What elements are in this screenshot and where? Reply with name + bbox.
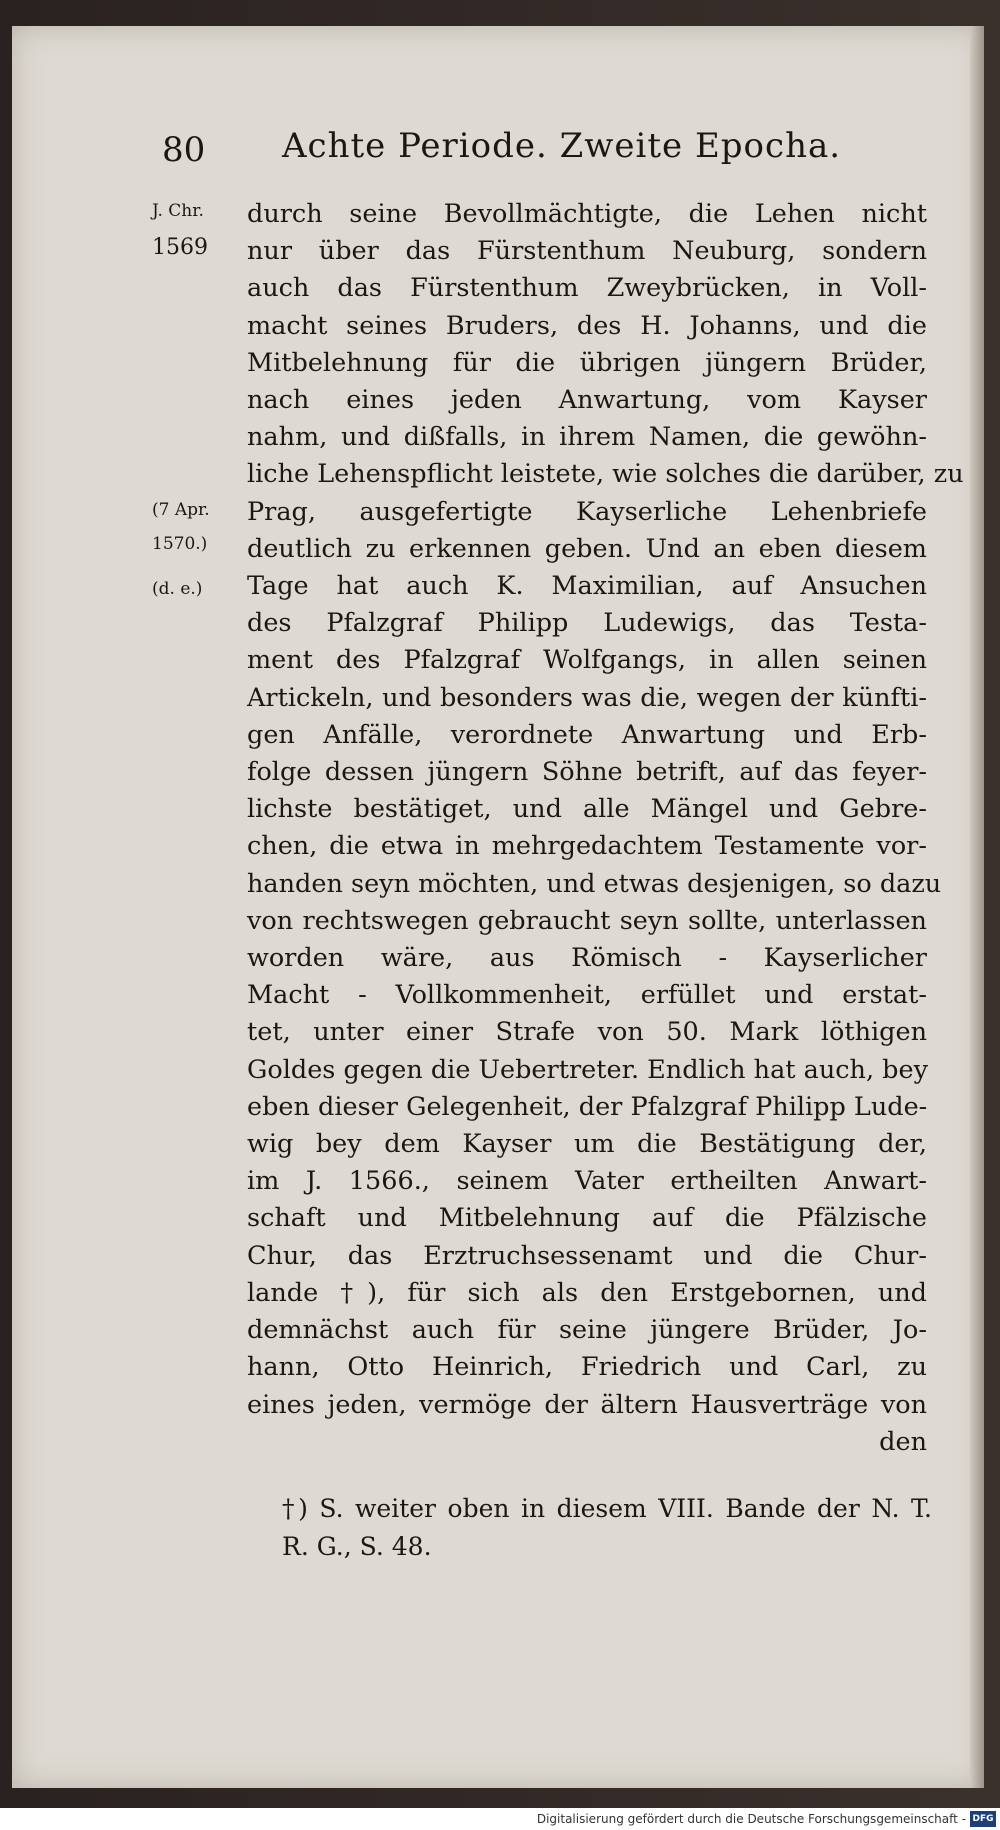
text-line: ment des Pfalzgraf Wolfgangs, in allen seinen bbox=[247, 645, 927, 676]
text-line: hann, Otto Heinrich, Friedrich und Carl, zu bbox=[247, 1352, 927, 1383]
text-line: macht seines Bruders, des H. Johanns, und die bbox=[247, 310, 927, 341]
page-header bbox=[162, 126, 942, 172]
body-text bbox=[247, 196, 964, 1461]
text-line: deutlich zu erkennen geben. Und an eben diesem bbox=[247, 533, 927, 564]
margin-note-date: (7 Apr. bbox=[152, 500, 210, 520]
digitization-banner bbox=[0, 1808, 1000, 1830]
text-line: liche Lehenspflicht leistete, wie solches die darüber, zu bbox=[247, 459, 964, 490]
text-line: nur über das Fürstenthum Neuburg, sondern bbox=[247, 236, 927, 267]
text-line: gen Anfälle, verordnete Anwartung und Erb- bbox=[247, 719, 927, 750]
text-line: im J. 1566., seinem Vater ertheilten Anwart- bbox=[247, 1166, 927, 1197]
text-line: von rechtswegen gebraucht seyn sollte, unterlassen bbox=[247, 905, 927, 936]
text-line: tet, unter einer Strafe von 50. Mark löthigen bbox=[247, 1017, 927, 1048]
page-number: 80 bbox=[162, 130, 206, 170]
text-line: Chur, das Erztruchsessenamt und die Chur- bbox=[247, 1240, 927, 1271]
text-line: auch das Fürstenthum Zweybrücken, in Voll- bbox=[247, 273, 927, 304]
text-line: lichste bestätiget, und alle Mängel und Gebre- bbox=[247, 794, 927, 825]
catchword: den bbox=[879, 1426, 927, 1457]
footnote-line: †) S. weiter oben in diesem VIII. Bande der N. T. bbox=[282, 1494, 932, 1523]
text-line: handen seyn möchten, und etwas desjenigen, so dazu bbox=[247, 868, 942, 899]
text-line: schaft und Mitbelehnung auf die Pfälzische bbox=[247, 1203, 927, 1234]
margin-note-year: 1569 bbox=[152, 235, 208, 260]
text-line: Mitbelehnung für die übrigen jüngern Brüder, bbox=[247, 347, 927, 378]
text-line: Artickeln, und besonders was die, wegen der künfti- bbox=[247, 682, 927, 713]
margin-note-ditto: (d. e.) bbox=[152, 579, 203, 599]
running-head: Achte Periode. Zweite Epocha. bbox=[282, 126, 842, 166]
page-paper bbox=[12, 26, 984, 1788]
text-line: folge dessen jüngern Söhne betrift, auf das feyer- bbox=[247, 757, 927, 788]
text-line: Goldes gegen die Uebertreter. Endlich hat auch, bey bbox=[247, 1054, 928, 1085]
text-line: eines jeden, vermöge der ältern Hausverträge von bbox=[247, 1389, 927, 1420]
text-line: chen, die etwa in mehrgedachtem Testamente vor- bbox=[247, 831, 927, 862]
text-line: wig bey dem Kayser um die Bestätigung der, bbox=[247, 1129, 927, 1160]
text-line: worden wäre, aus Römisch - Kayserlicher bbox=[247, 943, 927, 974]
footnote-line: R. G., S. 48. bbox=[282, 1532, 432, 1561]
text-line: nahm, und dißfalls, in ihrem Namen, die gewöhn- bbox=[247, 422, 927, 453]
text-line: nach eines jeden Anwartung, vom Kayser bbox=[247, 385, 927, 416]
text-line: Macht - Vollkommenheit, erfüllet und erstat- bbox=[247, 980, 927, 1011]
text-line: Tage hat auch K. Maximilian, auf Ansuchen bbox=[247, 571, 927, 602]
footnote bbox=[282, 1490, 932, 1566]
text-line: eben dieser Gelegenheit, der Pfalzgraf Philipp Lude- bbox=[247, 1091, 928, 1122]
text-line: Prag, ausgefertigte Kayserliche Lehenbriefe bbox=[247, 496, 927, 527]
text-line: demnächst auch für seine jüngere Brüder, Jo- bbox=[247, 1315, 927, 1346]
dfg-logo: DFG bbox=[970, 1811, 996, 1827]
page-edge bbox=[970, 26, 984, 1788]
text-line: lande †), für sich als den Erstgebornen, und bbox=[247, 1277, 927, 1308]
text-line: des Pfalzgraf Philipp Ludewigs, das Testa- bbox=[247, 608, 927, 639]
text-line: durch seine Bevollmächtigte, die Lehen nicht bbox=[247, 199, 927, 229]
margin-note-date-year: 1570.) bbox=[152, 534, 208, 554]
margin-note-year-label: J. Chr. bbox=[152, 201, 204, 221]
banner-text: Digitalisierung gefördert durch die Deutsche Forschungsgemeinschaft - bbox=[536, 1812, 966, 1826]
